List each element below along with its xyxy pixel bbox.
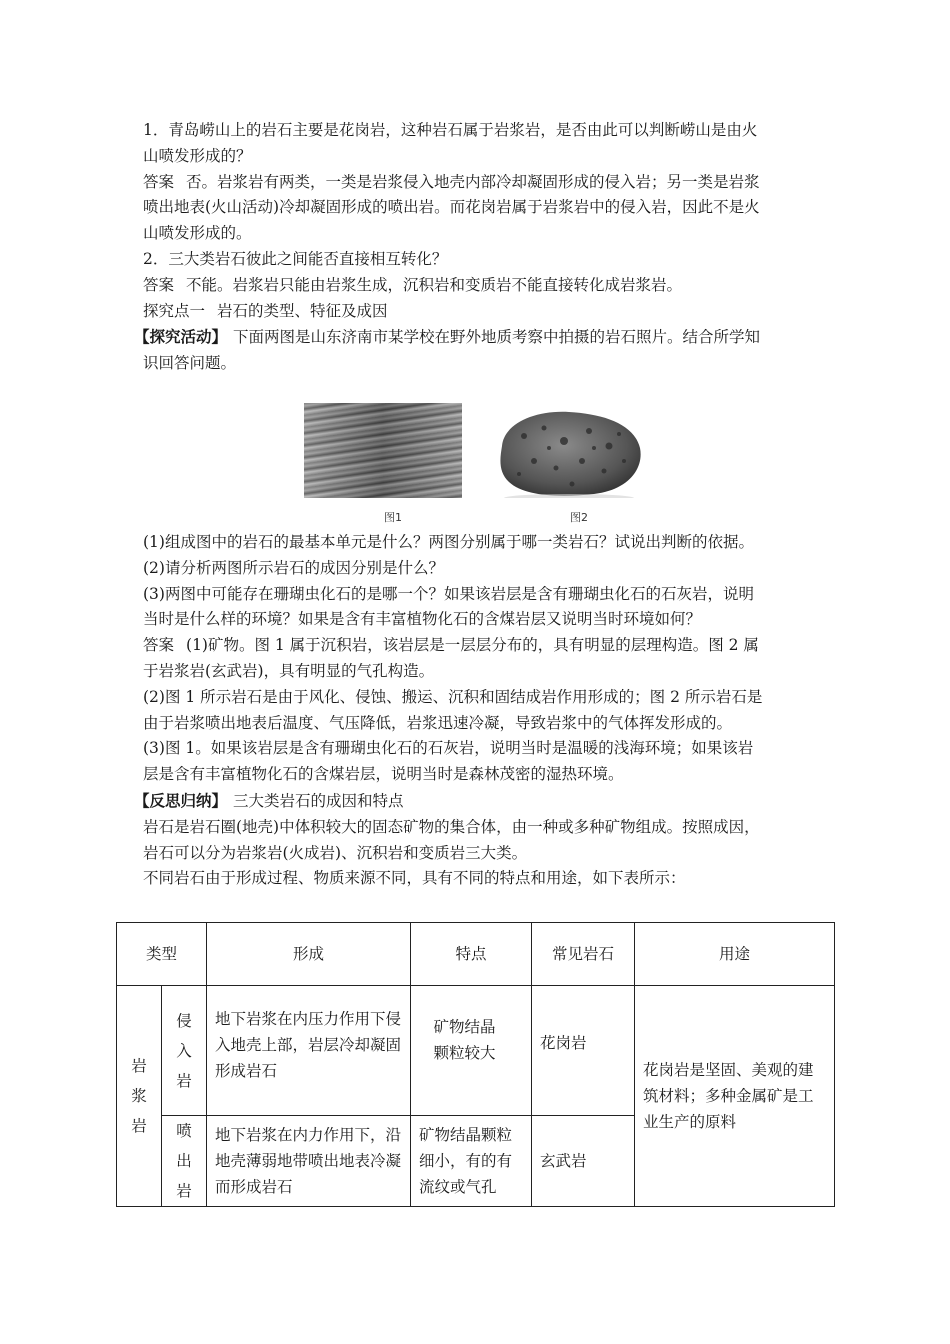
explore-point-label: 探究点一 xyxy=(143,301,206,320)
explore-point-title: 岩石的类型、特征及成因 xyxy=(217,301,388,320)
rock-types-table xyxy=(116,922,835,1207)
q1-answer-line3: 山喷发形成的。 xyxy=(143,224,252,243)
porous-rock-photo xyxy=(494,406,644,498)
table-header-row xyxy=(117,923,835,986)
q1-line2: 山喷发形成的？ xyxy=(143,146,252,165)
header-formation: 形成 xyxy=(207,923,411,986)
q1-answer-line2: 喷出地表(火山活动)冷却凝固形成的喷出岩。而花岗岩属于岩浆岩中的侵入岩，因此不是火 xyxy=(143,198,760,217)
formation-intrusive: 地下岩浆在内压力作用下侵入地壳上部，岩层冷却凝固形成岩石 xyxy=(207,986,411,1116)
common-intrusive: 花岗岩 xyxy=(532,986,635,1116)
explore-point-heading xyxy=(143,299,809,325)
document-body xyxy=(134,118,809,377)
features-extrusive: 矿物结晶颗粒细小，有的有流纹或气孔 xyxy=(411,1116,532,1207)
usage-magmatic: 花岗岩是坚固、美观的建筑材料；多种金属矿是工业生产的原料 xyxy=(635,986,835,1207)
activity-line1 xyxy=(134,324,809,351)
answer-label: 答案 xyxy=(143,275,175,294)
reflect-title: 三大类岩石的成因和特点 xyxy=(233,791,404,810)
answer-text: 否。岩浆岩有两类，一类是岩浆侵入地壳内部冷却凝固形成的侵入岩；另一类是岩浆 xyxy=(186,172,760,191)
activity-line2: 识回答问题。 xyxy=(143,354,237,373)
answer-1-line1 xyxy=(143,633,809,659)
answer-text: (1)矿物。图 1 属于沉积岩，该岩层是一层层分布的，具有明显的层理构造。图 2 属 xyxy=(186,636,759,655)
fig1-caption: 图1 xyxy=(384,511,402,524)
q2-line1: 2．三大类岩石彼此之间能否直接相互转化？ xyxy=(143,249,448,268)
common-extrusive: 玄武岩 xyxy=(532,1116,635,1207)
features-intrusive: 矿物结晶颗粒较大 xyxy=(411,986,532,1116)
answer-2-line2: 由于岩浆喷出地表后温度、气压降低，岩浆迅速冷凝，导致岩浆中的气体挥发形成的。 xyxy=(143,713,733,732)
reflect-label: 【反思归纳】 xyxy=(134,790,228,810)
question-3-line1: (3)两图中可能存在珊瑚虫化石的是哪一个？如果该岩层是含有珊瑚虫化石的石灰岩，说明 xyxy=(143,584,754,603)
q1-line1: 1．青岛崂山上的岩石主要是花岗岩，这种岩石属于岩浆岩，是否由此可以判断崂山是由火 xyxy=(143,121,758,139)
formation-extrusive: 地下岩浆在内力作用下，沿地壳薄弱地带喷出地表冷凝而形成岩石 xyxy=(207,1116,411,1207)
answer-3-line1: (3)图 1。如果该岩层是含有珊瑚虫化石的石灰岩，说明当时是温暖的浅海环境；如果该岩 xyxy=(143,739,754,758)
answer-label: 答案 xyxy=(143,636,175,655)
answer-3-line2: 层是含有丰富植物化石的含煤岩层，说明当时是森林茂密的湿热环境。 xyxy=(143,765,624,784)
header-usage: 用途 xyxy=(635,923,835,986)
question-2: (2)请分析两图所示岩石的成因分别是什么？ xyxy=(143,558,444,577)
subtype-intrusive: 侵入岩 xyxy=(162,986,207,1116)
header-type: 类型 xyxy=(117,923,207,986)
activity-text: 下面两图是山东济南市某学校在野外地质考察中拍摄的岩石照片。结合所学知 xyxy=(233,328,761,347)
q1-answer-line1 xyxy=(143,170,809,196)
reflect-p2: 不同岩石由于形成过程、物质来源不同，具有不同的特点和用途，如下表所示： xyxy=(143,869,686,888)
reflect-p1-line2: 岩石可以分为岩浆岩(火成岩)、沉积岩和变质岩三大类。 xyxy=(143,843,528,862)
layered-rock-shading xyxy=(304,403,462,498)
table-row xyxy=(117,986,835,1116)
subtype-extrusive: 喷出岩 xyxy=(162,1116,207,1207)
questions-answers xyxy=(134,530,809,892)
q2-answer xyxy=(143,273,809,299)
question-3-line2: 当时是什么样的环境？如果是含有丰富植物化石的含煤岩层又说明当时环境如何？ xyxy=(143,610,702,629)
answer-1-line2: 于岩浆岩(玄武岩)，具有明显的气孔构造。 xyxy=(143,661,435,680)
answer-label: 答案 xyxy=(143,172,175,191)
header-features: 特点 xyxy=(411,923,532,986)
group-label-magmatic: 岩浆岩 xyxy=(117,986,162,1207)
answer-text: 不能。岩浆岩只能由岩浆生成，沉积岩和变质岩不能直接转化成岩浆岩。 xyxy=(186,275,683,294)
activity-label: 【探究活动】 xyxy=(134,327,228,347)
fig2-caption: 图2 xyxy=(570,511,588,524)
question-1: (1)组成图中的岩石的最基本单元是什么？两图分别属于哪一类岩石？试说出判断的依据。 xyxy=(143,533,754,551)
figures xyxy=(304,401,664,531)
answer-2-line1: (2)图 1 所示岩石是由于风化、侵蚀、搬运、沉积和固结成岩作用形成的；图 2 所示岩石是 xyxy=(143,687,763,706)
reflect-heading xyxy=(134,788,809,815)
header-common-rocks: 常见岩石 xyxy=(532,923,635,986)
reflect-p1-line1: 岩石是岩石圈(地壳)中体积较大的固态矿物的集合体，由一种或多种矿物组成。按照成因， xyxy=(143,817,760,836)
